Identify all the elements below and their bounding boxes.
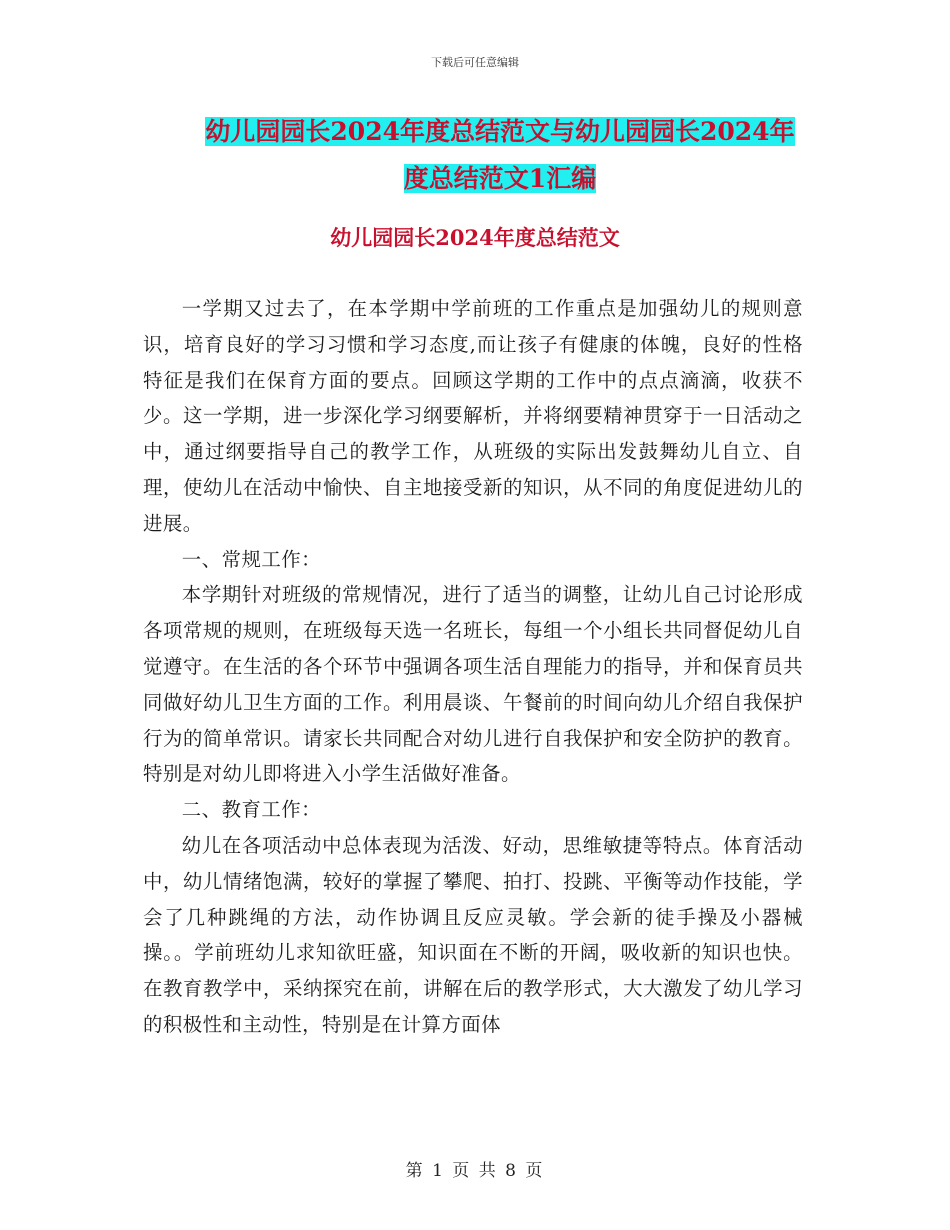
- paragraph-routine-work: 本学期针对班级的常规情况，进行了适当的调整，让幼儿自己讨论形成各项常规的规则，在班级每天选一名班长，每组一个小组长共同督促幼儿自觉遵守。在生活的各个环节中强调各项生活自理能力的指导，并和保育员共同做好幼儿卫生方面的工作。利用晨谈、午餐前的时间向幼儿介绍自我保护行为的简单常识。请家长共同配合对幼儿进行自我保护和安全防护的教育。特别是对幼儿即将进入小学生活做好准备。: [143, 583, 803, 786]
- document-title: [180, 108, 820, 202]
- document-title-line-2: 度总结范文1汇编: [403, 164, 597, 193]
- heading-education-work: 二、教育工作：: [181, 798, 322, 822]
- section-title: 幼儿园园长2024年度总结范文: [330, 225, 620, 250]
- document-body: [143, 291, 803, 1043]
- page-number: 第 1 页 共 8 页: [405, 1161, 545, 1181]
- heading-routine-work: 一、常规工作：: [181, 547, 322, 571]
- document-title-line-1: 幼儿园园长2024年度总结范文与幼儿园园长2024年: [205, 117, 795, 146]
- paragraph-education-work: 幼儿在各项活动中总体表现为活泼、好动，思维敏捷等特点。体育活动中，幼儿情绪饱满，较好的掌握了攀爬、拍打、投跳、平衡等动作技能，学会了几种跳绳的方法，动作协调且反应灵敏。学会新的徒手操及小器械操。。学前班幼儿求知欲旺盛，知识面在不断的开阔，吸收新的知识也快。在教育教学中，采纳探究在前，讲解在后的教学形式，大大激发了幼儿学习的积极性和主动性，特别是在计算方面体: [143, 833, 803, 1036]
- header-note: 下载后可任意编辑: [431, 56, 519, 69]
- paragraph-intro: 一学期又过去了，在本学期中学前班的工作重点是加强幼儿的规则意识，培育良好的学习习惯和学习态度,而让孩子有健康的体魄，良好的性格特征是我们在保育方面的要点。回顾这学期的工作中的点点滴滴，收获不少。这一学期，进一步深化学习纲要解析，并将纲要精神贯穿于一日活动之中，通过纲要指导自己的教学工作，从班级的实际出发鼓舞幼儿自立、自理，使幼儿在活动中愉快、自主地接受新的知识，从不同的角度促进幼儿的进展。: [143, 297, 803, 535]
